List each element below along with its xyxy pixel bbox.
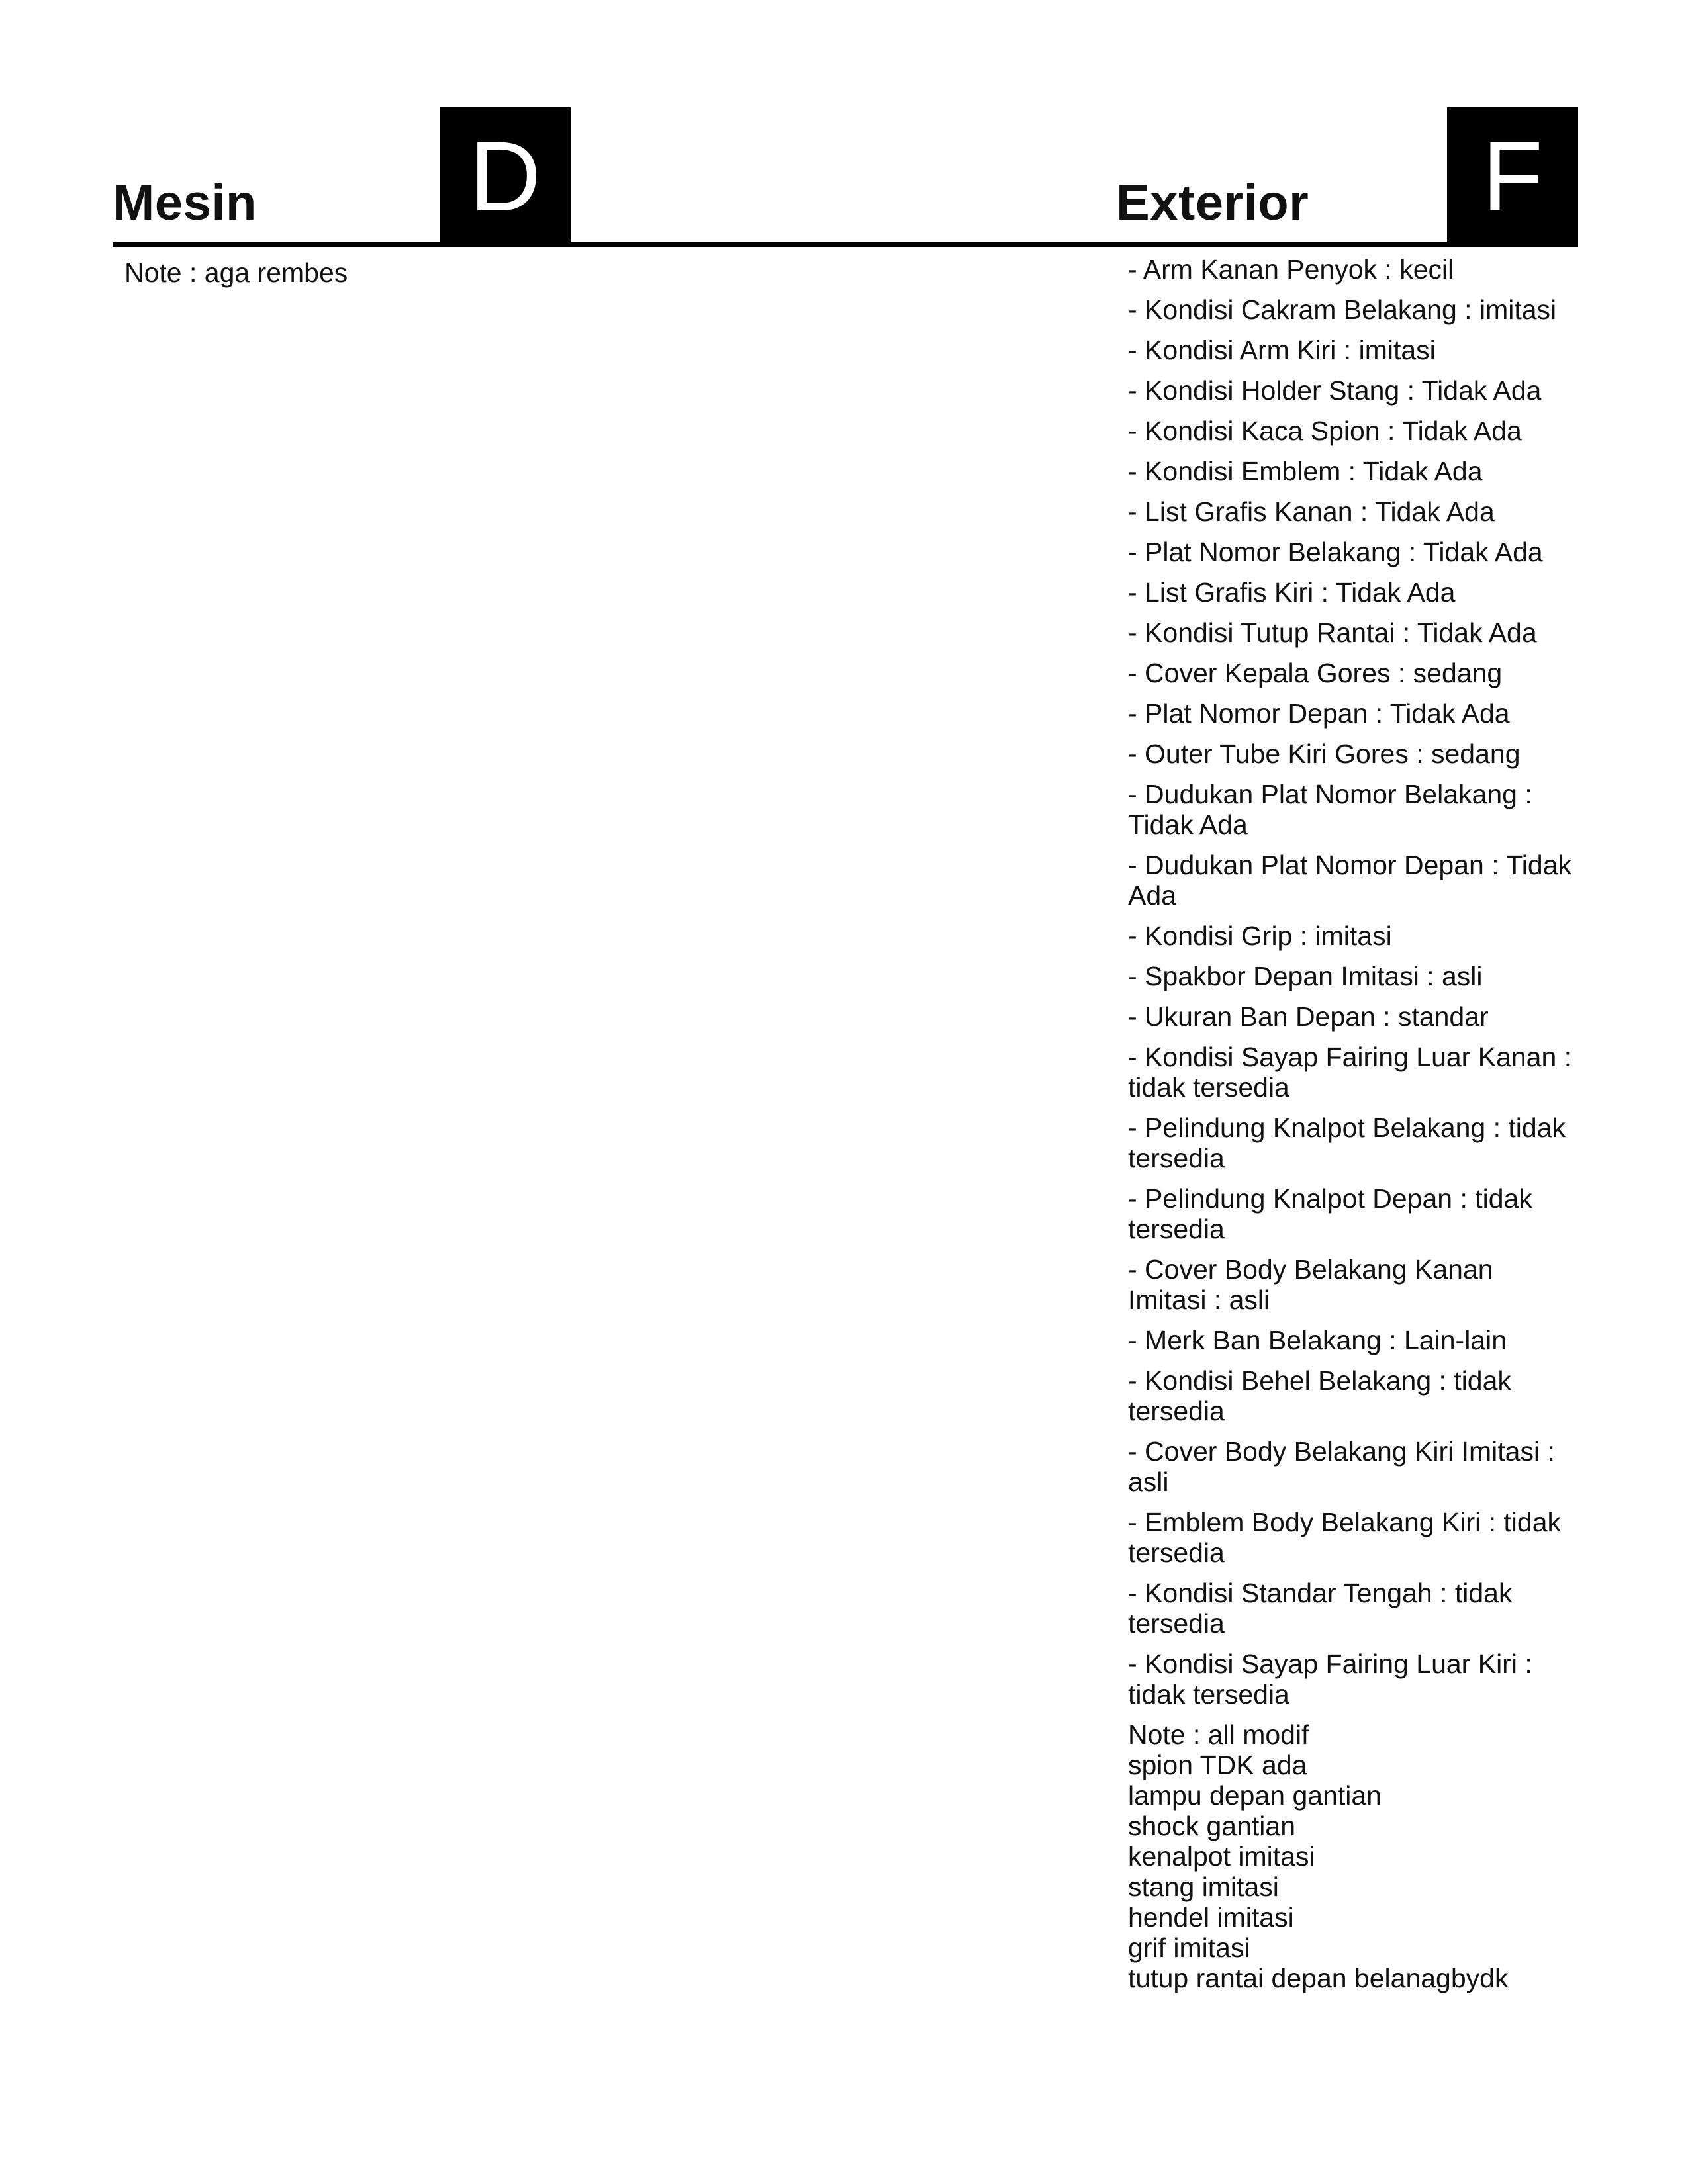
exterior-item: - Kondisi Sayap Fairing Luar Kanan : tidak tersedia <box>1128 1042 1572 1103</box>
exterior-item: - Arm Kanan Penyok : kecil <box>1128 254 1454 285</box>
exterior-note: Note : all modif spion TDK ada lampu depan gantian shock gantian kenalpot imitasi stang imitasi hendel imitasi grif imitasi tutup rantai depan belanagbydk <box>1128 1719 1509 1993</box>
exterior-item: - Cover Body Belakang Kanan Imitasi : asli <box>1128 1254 1493 1315</box>
exterior-item: - Pelindung Knalpot Belakang : tidak tersedia <box>1128 1113 1566 1173</box>
exterior-item: - Dudukan Plat Nomor Depan : Tidak Ada <box>1128 850 1571 911</box>
exterior-item: - Kondisi Holder Stang : Tidak Ada <box>1128 375 1542 406</box>
exterior-item: - Dudukan Plat Nomor Belakang : Tidak Ada <box>1128 779 1532 840</box>
exterior-item: - Kondisi Tutup Rantai : Tidak Ada <box>1128 617 1537 648</box>
exterior-item: - Pelindung Knalpot Depan : tidak tersedia <box>1128 1183 1532 1244</box>
mesin-note: Note : aga rembes <box>124 257 348 288</box>
exterior-item: - Kondisi Standar Tengah : tidak tersedia <box>1128 1578 1513 1639</box>
exterior-item: - Kondisi Behel Belakang : tidak tersedia <box>1128 1365 1511 1426</box>
exterior-item: - Outer Tube Kiri Gores : sedang <box>1128 739 1521 769</box>
exterior-item: - Emblem Body Belakang Kiri : tidak tersedia <box>1128 1507 1561 1568</box>
mesin-title: Mesin <box>113 175 257 231</box>
exterior-items-list <box>1128 254 1578 2003</box>
exterior-item: - Merk Ban Belakang : Lain-lain <box>1128 1325 1507 1355</box>
exterior-item: - Kondisi Grip : imitasi <box>1128 921 1392 951</box>
exterior-item: - Ukuran Ban Depan : standar <box>1128 1001 1489 1032</box>
exterior-item: - Kondisi Kaca Spion : Tidak Ada <box>1128 416 1522 446</box>
mesin-grade-badge: D <box>440 107 571 245</box>
exterior-item: - Kondisi Cakram Belakang : imitasi <box>1128 295 1557 325</box>
exterior-item: - Kondisi Emblem : Tidak Ada <box>1128 456 1483 486</box>
exterior-item: - Spakbor Depan Imitasi : asli <box>1128 961 1483 991</box>
exterior-item: - List Grafis Kanan : Tidak Ada <box>1128 496 1495 527</box>
exterior-item: - Kondisi Sayap Fairing Luar Kiri : tidak tersedia <box>1128 1649 1532 1709</box>
exterior-item: - Cover Kepala Gores : sedang <box>1128 658 1503 688</box>
exterior-item: - Plat Nomor Belakang : Tidak Ada <box>1128 537 1543 567</box>
exterior-item: - Plat Nomor Depan : Tidak Ada <box>1128 698 1510 729</box>
exterior-item: - Kondisi Arm Kiri : imitasi <box>1128 335 1436 365</box>
exterior-item: - List Grafis Kiri : Tidak Ada <box>1128 577 1456 608</box>
exterior-grade-badge: F <box>1447 107 1578 245</box>
header-divider <box>113 242 1578 247</box>
exterior-title: Exterior <box>1116 175 1309 231</box>
exterior-item: - Cover Body Belakang Kiri Imitasi : asli <box>1128 1436 1555 1497</box>
